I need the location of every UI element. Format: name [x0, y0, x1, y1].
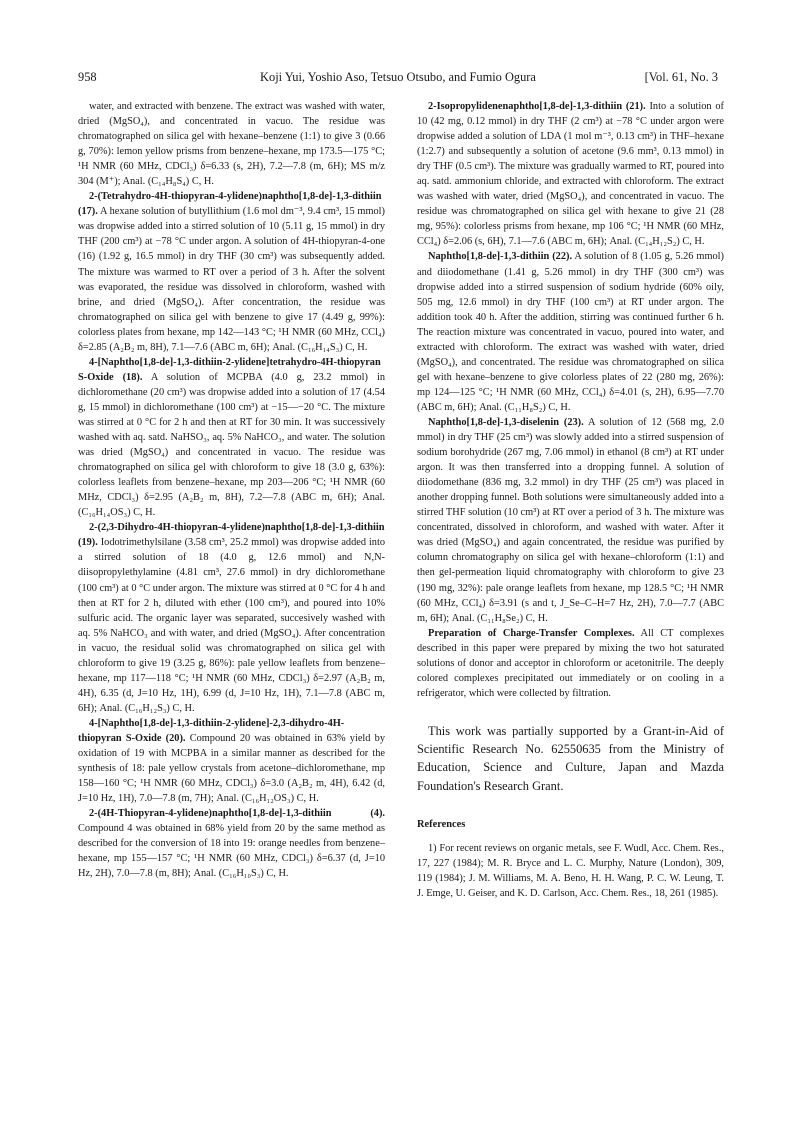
paragraph: 2-Isopropylidenenaphtho[1,8-de]-1,3-dithiin (21). Into a solution of 10 (42 mg, 0.12 mmol) in dry THF (2 cm³) at −78 °C under argon were dropwise added a solution of LDA (1 mol m⁻³, 0.13 cm³) in THF–hexane (1:2.7) and subsequently a solution of acetone (9.6 mm³, 0.13 mmol) in dry THF (0.5 cm³). The mixture was gradually warmed to RT, poured into aq. satd. ammonium chloride, and extracted with chloroform. The extract was washed with water, dried (MgSO₄), and concentrated in vacuo. The residue was chromatographed on silica gel with hexane to give 21 (28 mg, 95%): colorless prisms from hexane, mp 106 °C; ¹H NMR (60 MHz, CCl₄) δ=2.06 (s, 6H), 7.1—7.6 (ABC m, 6H); Anal. (C₁₄H₁₂S₂) C, H. — [417, 101, 724, 248]
paragraph: Naphtho[1,8-de]-1,3-dithiin (22). A solution of 8 (1.05 g, 5.26 mmol) and diiodomethane (1.41 g, 5.26 mmol) in dry THF (300 cm³) was dropwise added into a stirred suspension of sodium hydride (60% oily, 505 mg, 12.6 mmol) in dry THF (100 cm³) at RT under argon. The addition took 40 h. After the addition, stirring was continued further 6 h. The reaction mixture was concentrated in vacuo, poured into water, and extracted with chloroform. The extract was washed with water, dried (MgSO₄), and concentrated. The residue was chromatographed on silica gel with hexane–benzene to give colorless plates of 22 (280 mg, 26%): mp 124—125 °C; ¹H NMR (60 MHz, CCl₄) δ=4.01 (s, 2H), 6.95—7.70 (ABC m, 6H); Anal. (C₁₁H₈S₂) C, H. — [417, 251, 724, 413]
paragraph: 2-(4H-Thiopyran-4-ylidene)naphtho[1,8-de]-1,3-dithiin (4). Compound 4 was obtained in 68% yield from 20 by the same method as described for the conversion of 18 into 19: orange needles from benzene–hexane, mp 155—157 °C; ¹H NMR (60 MHz, CDCl₃) δ=6.37 (d, J=10 Hz, 2H), 7.0—7.8 (m, 8H); Anal. (C₁₆H₁₀S₃) C, H. — [78, 808, 385, 880]
volume-info: [Vol. 61, No. 3 — [644, 70, 718, 84]
compound-heading: 4-[Naphtho[1,8-de]-1,3-dithiin-2-ylidene]-2,3-dihydro-4H-thiopyran S-Oxide (20). — [78, 717, 345, 744]
paragraph: 2-(2,3-Dihydro-4H-thiopyran-4-ylidene)naphtho[1,8-de]-1,3-dithiin (19). Iodotrimethylsilane (3.58 cm³, 25.2 mmol) was dropwise added into a stirred solution of 18 (4.0 g, 12.6 mmol) and N,N-diisopropylethylamine (4.81 cm³, 27.6 mmol) in dry dichloromethane (100 cm³) at 0 °C under argon. The mixture was stirred at 0 °C for 4 h and then at RT for 2 h, diluted with ether (100 cm³), and poured into 10% sulfuric acid. The organic layer was separated, succesively washed with aq. 5% NaHCO₃ and with water, and dried (MgSO₄). After concentration in vacuo, the residual solid was chromatographed on silica gel with chloroform to give 19 (3.25 g, 86%): pale yellow leaflets from benzene–hexane, mp 117—118 °C; ¹H NMR (60 MHz, CDCl₃) δ=2.97 (A₂B₂ m, 4H), 6.35 (d, J=10 Hz, 1H), 6.99 (d, J=10 Hz, 1H), 7.1—7.8 (ABC m, 6H); Anal. (C₁₆H₁₂S₃) C, H. — [78, 522, 385, 714]
paragraph: Preparation of Charge-Transfer Complexes. All CT complexes described in this paper were prepared by mixing the two hot saturated solutions of donor and acceptor in chloroform or acetonitrile. The deeply colored complexes precipitated out immediately or on cooling in a refrigerator, which were collected by filtration. — [417, 627, 725, 699]
paragraph: 4-[Naphtho[1,8-de]-1,3-dithiin-2-ylidene]-2,3-dihydro-4H-thiopyran S-Oxide (20). Compound 20 was obtained in 63% yield by oxidation of 19 with MCPBA in a similar manner as described for the synthesis of 18: pale yellow crystals from acetone–dichloromethane, mp 158—160 °C; ¹H NMR (60 MHz, CDCl₃) δ=3.0 (A₂B₂ m, 4H), 6.42 (d, J=10 Hz, 1H), 7.0—7.8 (m, 7H); Anal. (C₁₆H₁₂OS₃) C, H. — [78, 717, 385, 805]
compound-heading: 2-(Tetrahydro-4H-thiopyran-4-ylidene)naphtho[1,8-de]-1,3-dithiin (17). — [78, 191, 382, 218]
paragraph: water, and extracted with benzene. The extract was washed with water, dried (MgSO₄), and concentrated in vacuo. The residue was chromatographed on silica gel with hexane–benzene (1:1) to give 3 (0.66 g, 70%): lemon yellow prisms from benzene–hexane, mp 173.5—175 °C; ¹H NMR (60 MHz, CDCl₃) δ=6.33 (s, 2H), 7.2—7.8 (m, 6H); MS m/z 304 (M⁺); Anal. (C₁₄H₈S₄) C, H. — [78, 101, 385, 188]
paragraph: 4-[Naphtho[1,8-de]-1,3-dithiin-2-ylidene]tetrahydro-4H-thiopyran S-Oxide (18). A solution of MCPBA (4.0 g, 23.2 mmol) in dichloromethane (20 cm³) was dropwise added into a solution of 17 (4.54 g, 15 mmol) in dichloromethane (100 cm³) at −15—−20 °C. The mixture was stirred at 0 °C for 2 h and then at RT for 30 min. It was successively washed with aq. satd. NaHSO₃, aq. 5% NaHCO₃, and water. The solution was dried (MgSO₄) and concentrated in vacuo. The residue was chromatographed on silica gel with chloroform to give 18 (3.0 g, 63%): colorless leaflets from benzene–hexane, mp 203—206 °C; ¹H NMR (60 MHz, CDCl₃) δ=2.95 (A₂B₂ m, 8H), 7.2—7.8 (ABC m, 6H); Anal. (C₁₆H₁₄OS₃) C, H. — [78, 356, 386, 519]
compound-heading: 2-Isopropylidenenaphtho[1,8-de]-1,3-dithiin (21). — [428, 101, 646, 112]
compound-heading: 2-(2,3-Dihydro-4H-thiopyran-4-ylidene)naphtho[1,8-de]-1,3-dithiin (19). — [78, 522, 385, 549]
paragraph: Naphtho[1,8-de]-1,3-diselenin (23). A solution of 12 (568 mg, 2.0 mmol) in dry THF (25 cm³) was slowly added into a stirred suspension of sodium borohydride (267 mg, 7.06 mmol) in ethanol (8 cm³) at RT under argon. It was then transferred into a dropping funnel. A solution of diiodomethane (836 mg, 3.2 mmol) in dry THF (25 cm³) was placed in another dropping funnel. Both solutions were simultaneously added into a stirred THF solution (10 cm³) at RT over a period of 3 h. The mixture was concentrated, dissolved in chloroform, and washed with water. After it was dried (MgSO₄) and again concentrated, the residue was purified by column chromatography on silica gel with hexane–chloroform (1:1) and then gel-permeation liquid chromatography with chloroform to give 23 (190 mg, 32%): pale orange leaflets from hexane, mp 128.5 °C; ¹H NMR (60 MHz, CCl₄) δ=3.91 (s and t, J_Se–C–H=7 Hz, 2H), 7.0—7.7 (ABC m, 6H); Anal. (C₁₁H₈Se₂) C, H. — [417, 416, 725, 624]
right-column — [417, 99, 724, 901]
paragraph: 2-(Tetrahydro-4H-thiopyran-4-ylidene)naphtho[1,8-de]-1,3-dithiin (17). A hexane solution of butyllithium (1.6 mol dm⁻³, 9.4 cm³, 15 mmol) was dropwise added into a stirred solution of 10 (5.11 g, 15 mmol) in dry THF (200 cm³) at −78 °C under argon. A solution of 4H-thiopyran-4-one (16) (1.92 g, 16.5 mmol) in dry THF (30 cm³) was subsequently added. The mixture was warmed to RT over a period of 3 h. After the solvent was evaporated, the residue was dissolved in chloroform, washed with brine, and dried (MgSO₄). After concentration, the residue was chromatographed on silica gel with benzene to give 17 (4.49 g, 99%): colorless plates from hexane, mp 142—143 °C; ¹H NMR (60 MHz, CCl₄) δ=2.85 (A₂B₂ m, 8H), 7.1—7.6 (ABC m, 6H); Anal. (C₁₆H₁₄S₃) C, H. — [78, 191, 385, 353]
reference-item: 1) For recent reviews on organic metals, see F. Wudl, Acc. Chem. Res., 17, 227 (1984); M. R. Bryce and L. C. Murphy, Nature (London), 309, 119 (1984); J. M. Williams, M. A. Beno, H. H. Wang, P. C. W. Leung, T. J. Emge, U. Geiser, and K. D. Carlson, Acc. Chem. Res., 18, 261 (1985). — [417, 843, 724, 900]
running-header — [78, 70, 718, 88]
authors: Koji Yui, Yoshio Aso, Tetsuo Otsubo, and Fumio Ogura — [260, 70, 536, 84]
compound-heading: 2-(4H-Thiopyran-4-ylidene)naphtho[1,8-de]-1,3-dithiin (4). — [89, 808, 385, 820]
acknowledgment: This work was partially supported by a Grant-in-Aid of Scientific Research No. 62550635 from the Ministry of Education, Science and Culture, Japan and Mazda Foundation's Research Grant. — [417, 723, 724, 793]
compound-heading: 4-[Naphtho[1,8-de]-1,3-dithiin-2-ylidene]tetrahydro-4H-thiopyran S-Oxide (18). — [78, 356, 381, 383]
compound-heading: Naphtho[1,8-de]-1,3-dithiin (22). — [428, 251, 573, 263]
page-number: 958 — [78, 70, 97, 84]
references-heading: References — [417, 819, 466, 831]
section-heading: Preparation of Charge-Transfer Complexes. — [428, 627, 635, 639]
left-column — [78, 99, 385, 881]
compound-heading: Naphtho[1,8-de]-1,3-diselenin (23). — [428, 416, 584, 428]
